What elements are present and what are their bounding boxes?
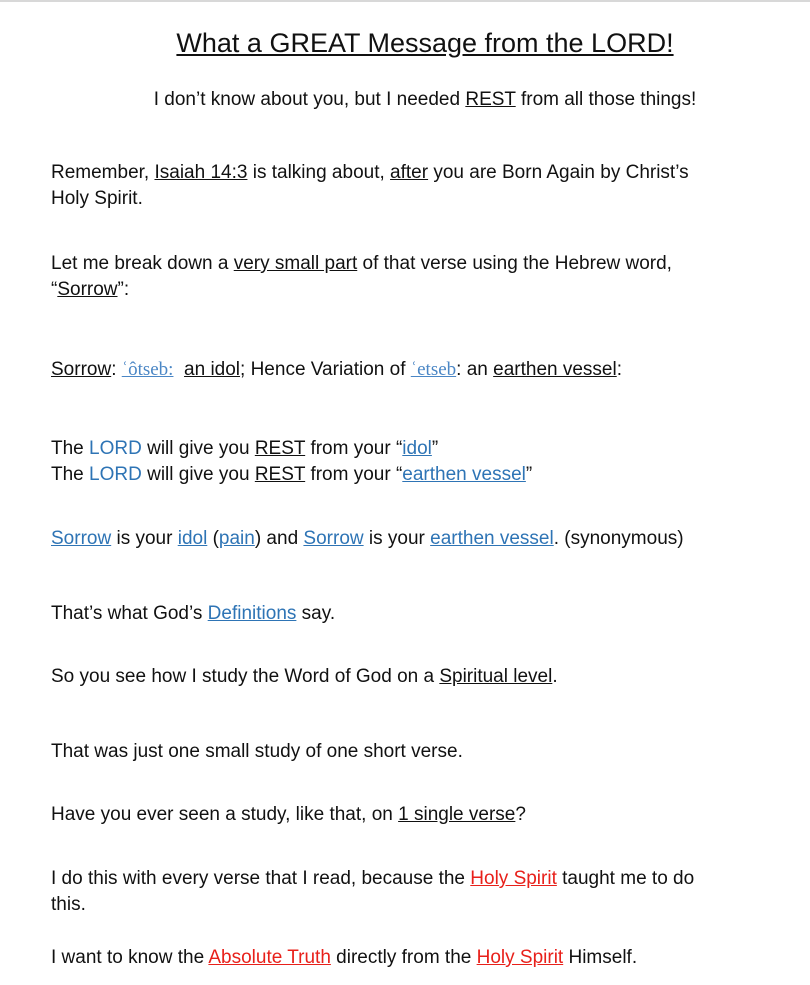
page-top-edge — [0, 0, 810, 2]
text-run: The — [51, 438, 90, 459]
text-run: directly from the — [330, 947, 477, 968]
text-run: REST — [254, 438, 306, 459]
hebrew-otseb-link[interactable]: ʿôtseb: — [121, 359, 174, 380]
text-run: from your “ — [305, 464, 403, 485]
absolute-truth-line — [51, 945, 637, 971]
pain-link[interactable]: pain — [218, 528, 255, 549]
definitions-link[interactable]: Definitions — [207, 603, 297, 624]
paragraph-breakdown-line2 — [51, 277, 129, 303]
text-run: of that verse using the Hebrew word, — [357, 253, 672, 274]
text-run: you are Born Again by Christ’s — [428, 162, 689, 183]
text-run: will give you — [141, 464, 255, 485]
paragraph-isaiah — [51, 160, 689, 186]
every-verse-line2 — [51, 892, 86, 918]
text-run: taught me to do — [556, 868, 695, 889]
rest-emphasis: REST — [465, 89, 516, 110]
text-run: So you see how I study the Word of God on a — [51, 666, 440, 687]
sorrow-link[interactable]: Sorrow — [51, 528, 112, 549]
synonymous-line — [51, 526, 684, 552]
text-run: is your — [111, 528, 178, 549]
earthen-vessel-link[interactable]: earthen vessel — [430, 528, 554, 549]
text-run: : — [616, 359, 622, 380]
text-run: I want to know the — [51, 947, 209, 968]
text-run: Himself. — [563, 947, 638, 968]
text-run: is talking about, — [247, 162, 391, 183]
text-run: ”: — [117, 279, 130, 300]
isaiah-reference: Isaiah 14:3 — [154, 162, 248, 183]
rest-idol-line — [51, 436, 438, 462]
paragraph-breakdown — [51, 251, 672, 277]
absolute-truth-link[interactable]: Absolute Truth — [208, 947, 331, 968]
holy-spirit-link[interactable]: Holy Spirit — [476, 947, 564, 968]
idol-link[interactable]: idol — [402, 438, 432, 459]
single-verse-line — [51, 802, 526, 828]
text-run: Have you ever seen a study, like that, on — [51, 804, 399, 825]
spiritual-level-line — [51, 664, 558, 690]
earthen-vessel-link[interactable]: earthen vessel — [402, 464, 526, 485]
text-run: after — [390, 162, 429, 183]
text-run: ( — [207, 528, 219, 549]
text-run: REST — [254, 464, 306, 485]
text-run: That was just one small study of one short verse. — [51, 741, 463, 762]
text-run: ; Hence Variation of — [240, 359, 411, 380]
text-run: “ — [51, 279, 58, 300]
one-study-line — [51, 739, 463, 765]
text-run: 1 single verse — [398, 804, 516, 825]
text-run: That’s what God’s — [51, 603, 208, 624]
hebrew-etseb-link[interactable]: ʿetseb — [410, 359, 457, 380]
text-run: will give you — [141, 438, 255, 459]
subtitle-line: I don’t know about you, but I needed REST from all those things! — [153, 89, 697, 110]
text-run: Spiritual level — [439, 666, 553, 687]
rest-vessel-line — [51, 462, 532, 488]
text-run: is your — [363, 528, 431, 549]
text-run: very small part — [233, 253, 358, 274]
text-run: . — [552, 666, 558, 687]
lord-highlight: LORD — [89, 438, 142, 459]
text-run: I do this with every verse that I read, because the — [51, 868, 471, 889]
every-verse-line — [51, 866, 694, 892]
text-run: say. — [296, 603, 336, 624]
text-run: . (synonymous) — [553, 528, 684, 549]
definitions-line — [51, 601, 335, 627]
text-run — [173, 359, 178, 380]
text-run: ) and — [254, 528, 304, 549]
text-run: : — [111, 359, 122, 380]
text-run: from your “ — [305, 438, 403, 459]
sorrow-definition — [51, 357, 622, 383]
text-run: Holy Spirit. — [51, 188, 143, 209]
text-run: ? — [515, 804, 526, 825]
holy-spirit-link[interactable]: Holy Spirit — [470, 868, 557, 889]
page-title: What a GREAT Message from the LORD! — [176, 28, 674, 58]
idol-link[interactable]: idol — [177, 528, 208, 549]
text-run: Let me break down a — [51, 253, 234, 274]
text-run: ” — [525, 464, 533, 485]
text-run: this. — [51, 894, 86, 915]
text-run: Sorrow — [51, 359, 112, 380]
sorrow-link[interactable]: Sorrow — [303, 528, 364, 549]
lord-highlight: LORD — [89, 464, 142, 485]
text-run: Sorrow — [57, 279, 118, 300]
text-run: : an — [456, 359, 494, 380]
text-run: an idol — [184, 359, 241, 380]
text-run: earthen vessel — [493, 359, 617, 380]
text-run: The — [51, 464, 90, 485]
text-run: Remember, — [51, 162, 155, 183]
paragraph-isaiah-line2 — [51, 186, 143, 212]
text-run: ” — [431, 438, 439, 459]
